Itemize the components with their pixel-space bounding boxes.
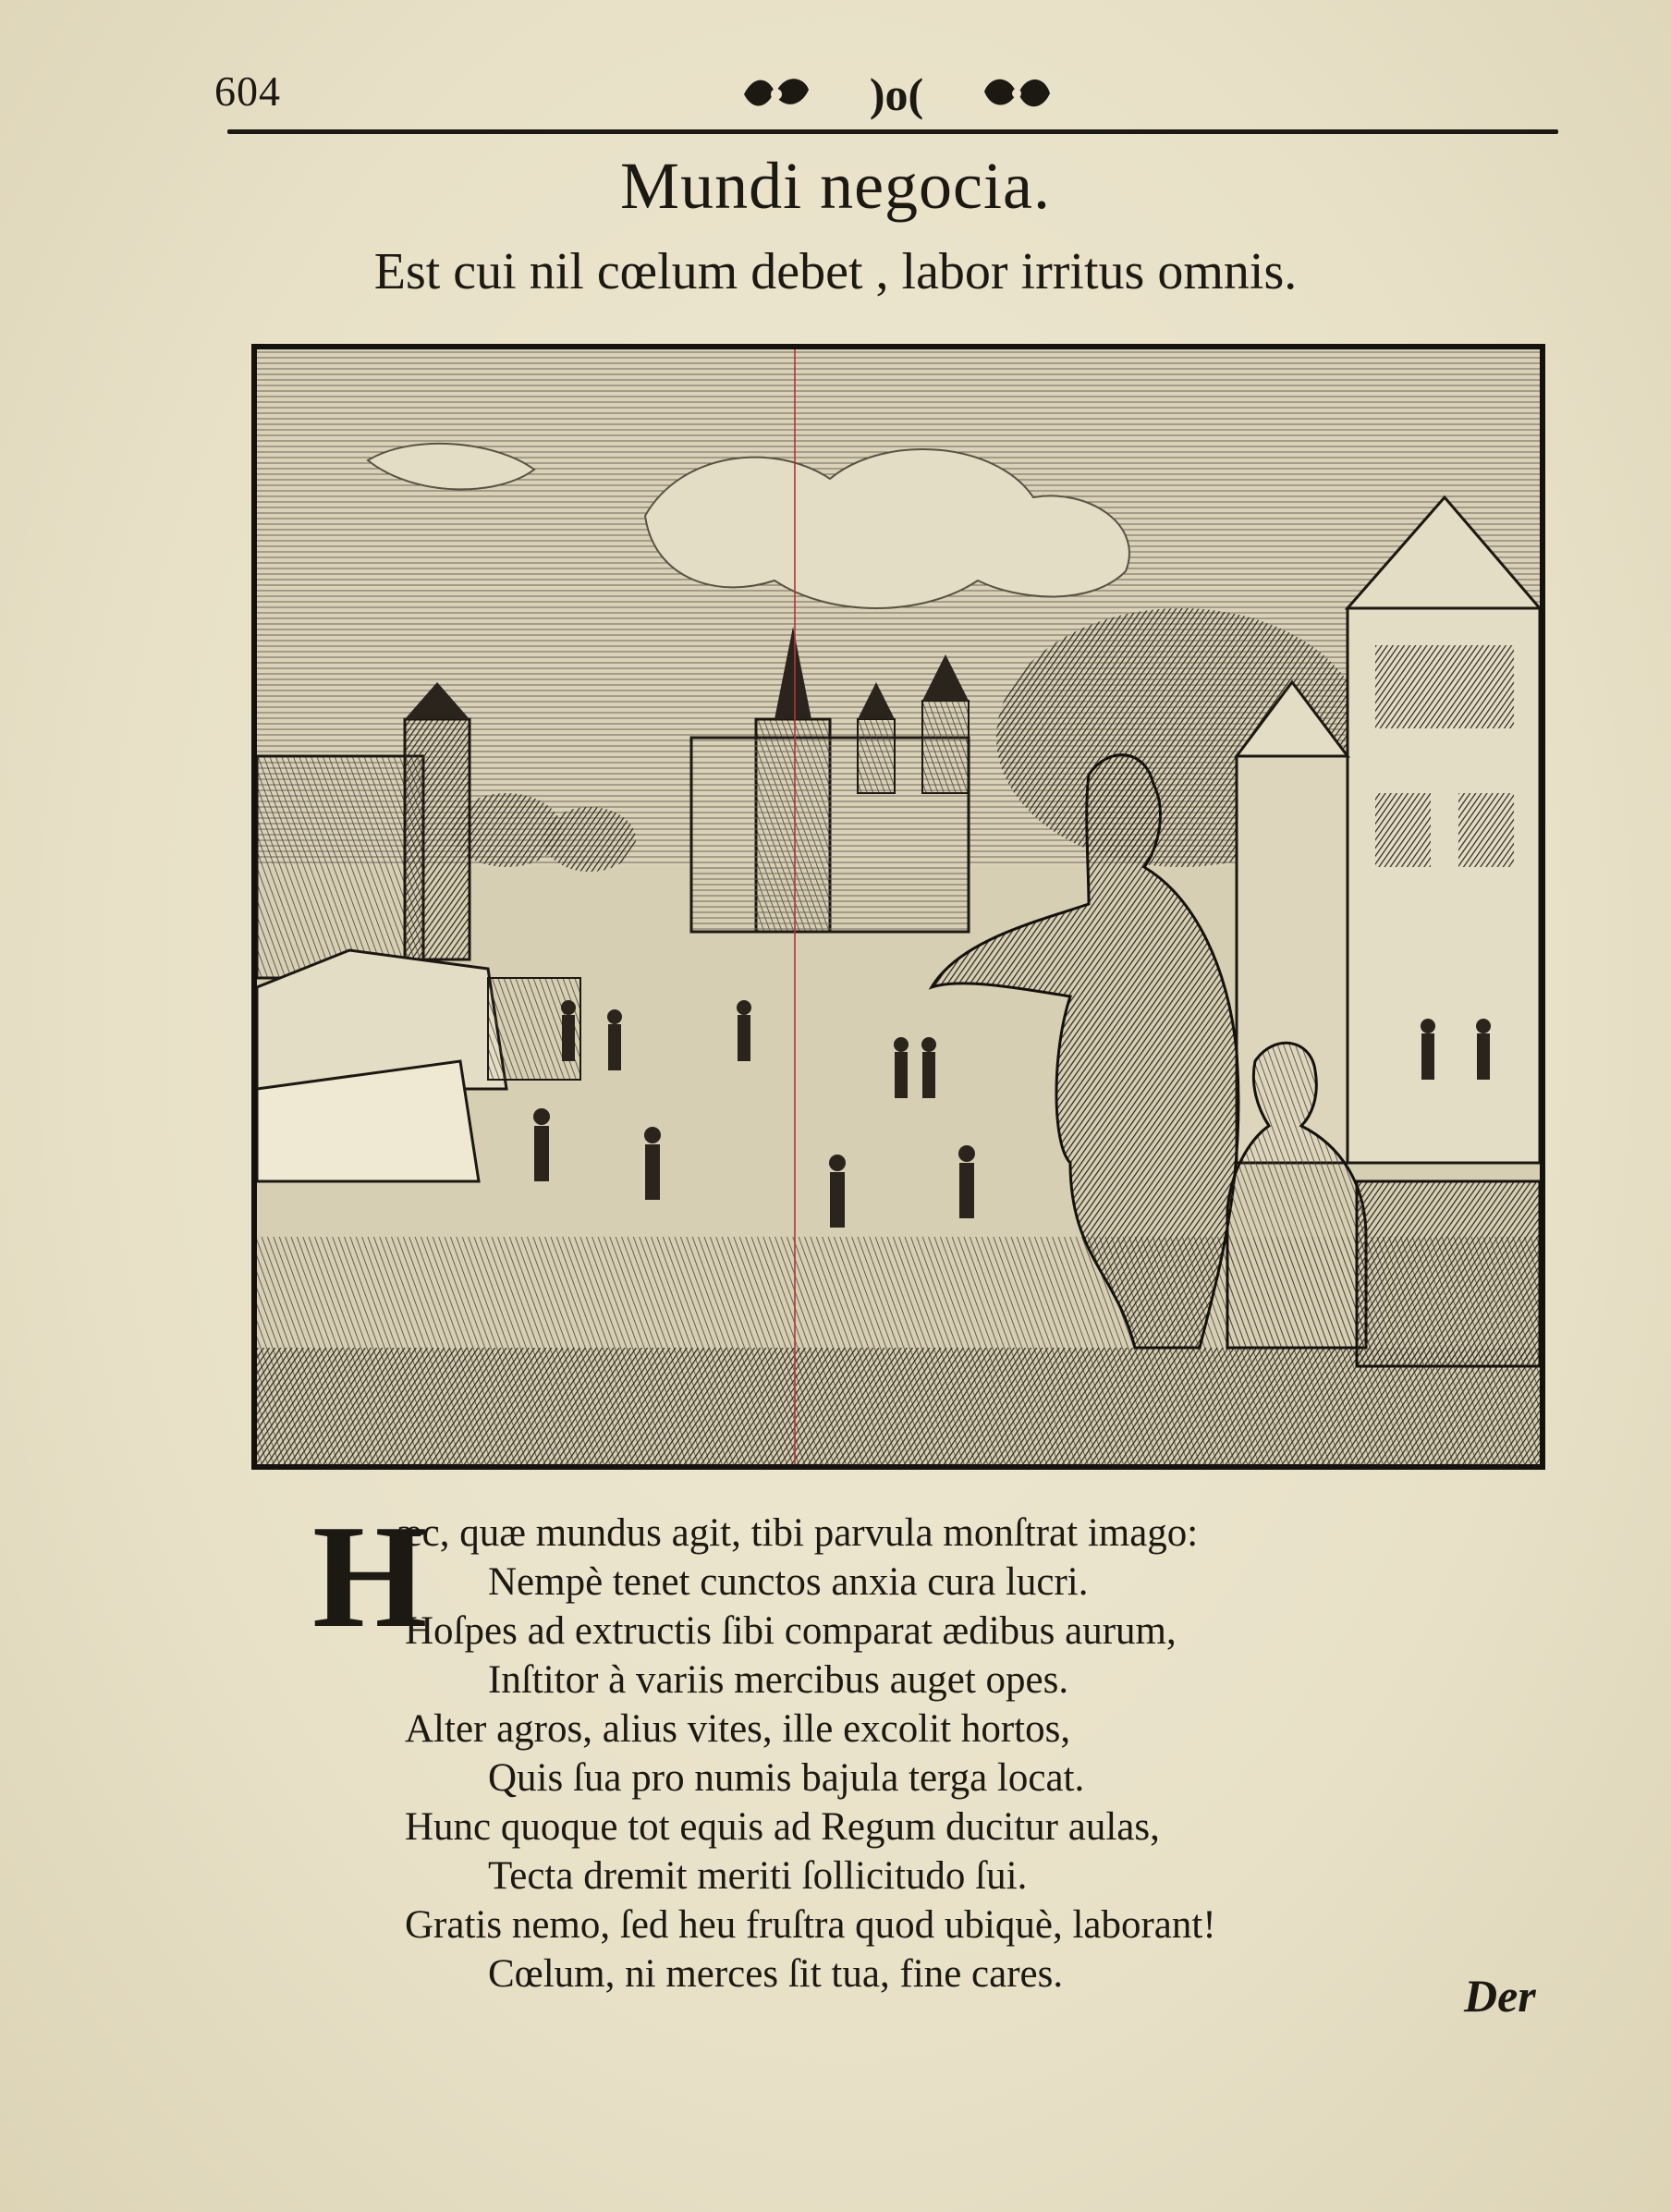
fleuron-right-icon bbox=[980, 71, 1054, 117]
market-scene-illustration bbox=[257, 349, 1540, 1464]
header-ornament bbox=[739, 67, 1054, 122]
poem-line: Hunc quoque tot equis ad Regum ducitur aulas, bbox=[405, 1805, 1160, 1849]
header-rule bbox=[227, 129, 1558, 134]
foreground-shadow bbox=[257, 1348, 1540, 1464]
drop-cap: H bbox=[312, 1494, 428, 1658]
poem-line: æc, quæ mundus agit, tibi parvula monſtrat imago: bbox=[396, 1511, 1199, 1555]
page-number: 604 bbox=[214, 67, 281, 115]
poem-line: Alter agros, alius vites, ille excolit hortos, bbox=[405, 1707, 1071, 1751]
poem-line: Cœlum, ni merces ſit tua, fine cares. bbox=[488, 1952, 1064, 1996]
page-title: Mundi negocia. bbox=[620, 149, 1051, 223]
poem-line: Inſtitor à variis mercibus auget opes. bbox=[488, 1658, 1069, 1702]
poem-line: Quis ſua pro numis bajula terga locat. bbox=[488, 1756, 1085, 1800]
poem-line: Gratis nemo, ſed heu fruſtra quod ubiquè, laborant! bbox=[405, 1903, 1216, 1947]
catchword: Der bbox=[1464, 1970, 1536, 2022]
poem-line: Nempè tenet cunctos anxia cura lucri. bbox=[488, 1560, 1089, 1604]
fleuron-left-icon bbox=[739, 71, 813, 117]
page-motto: Est cui nil cœlum debet , labor irritus omnis. bbox=[373, 243, 1298, 300]
poem-line: Hoſpes ad extructis ſibi comparat ædibus aurum, bbox=[405, 1609, 1177, 1653]
ornament-mark: )o( bbox=[869, 68, 924, 120]
poem-line: Tecta dremit meriti ſollicitudo ſui. bbox=[488, 1854, 1028, 1898]
engraving-plate bbox=[251, 344, 1545, 1470]
